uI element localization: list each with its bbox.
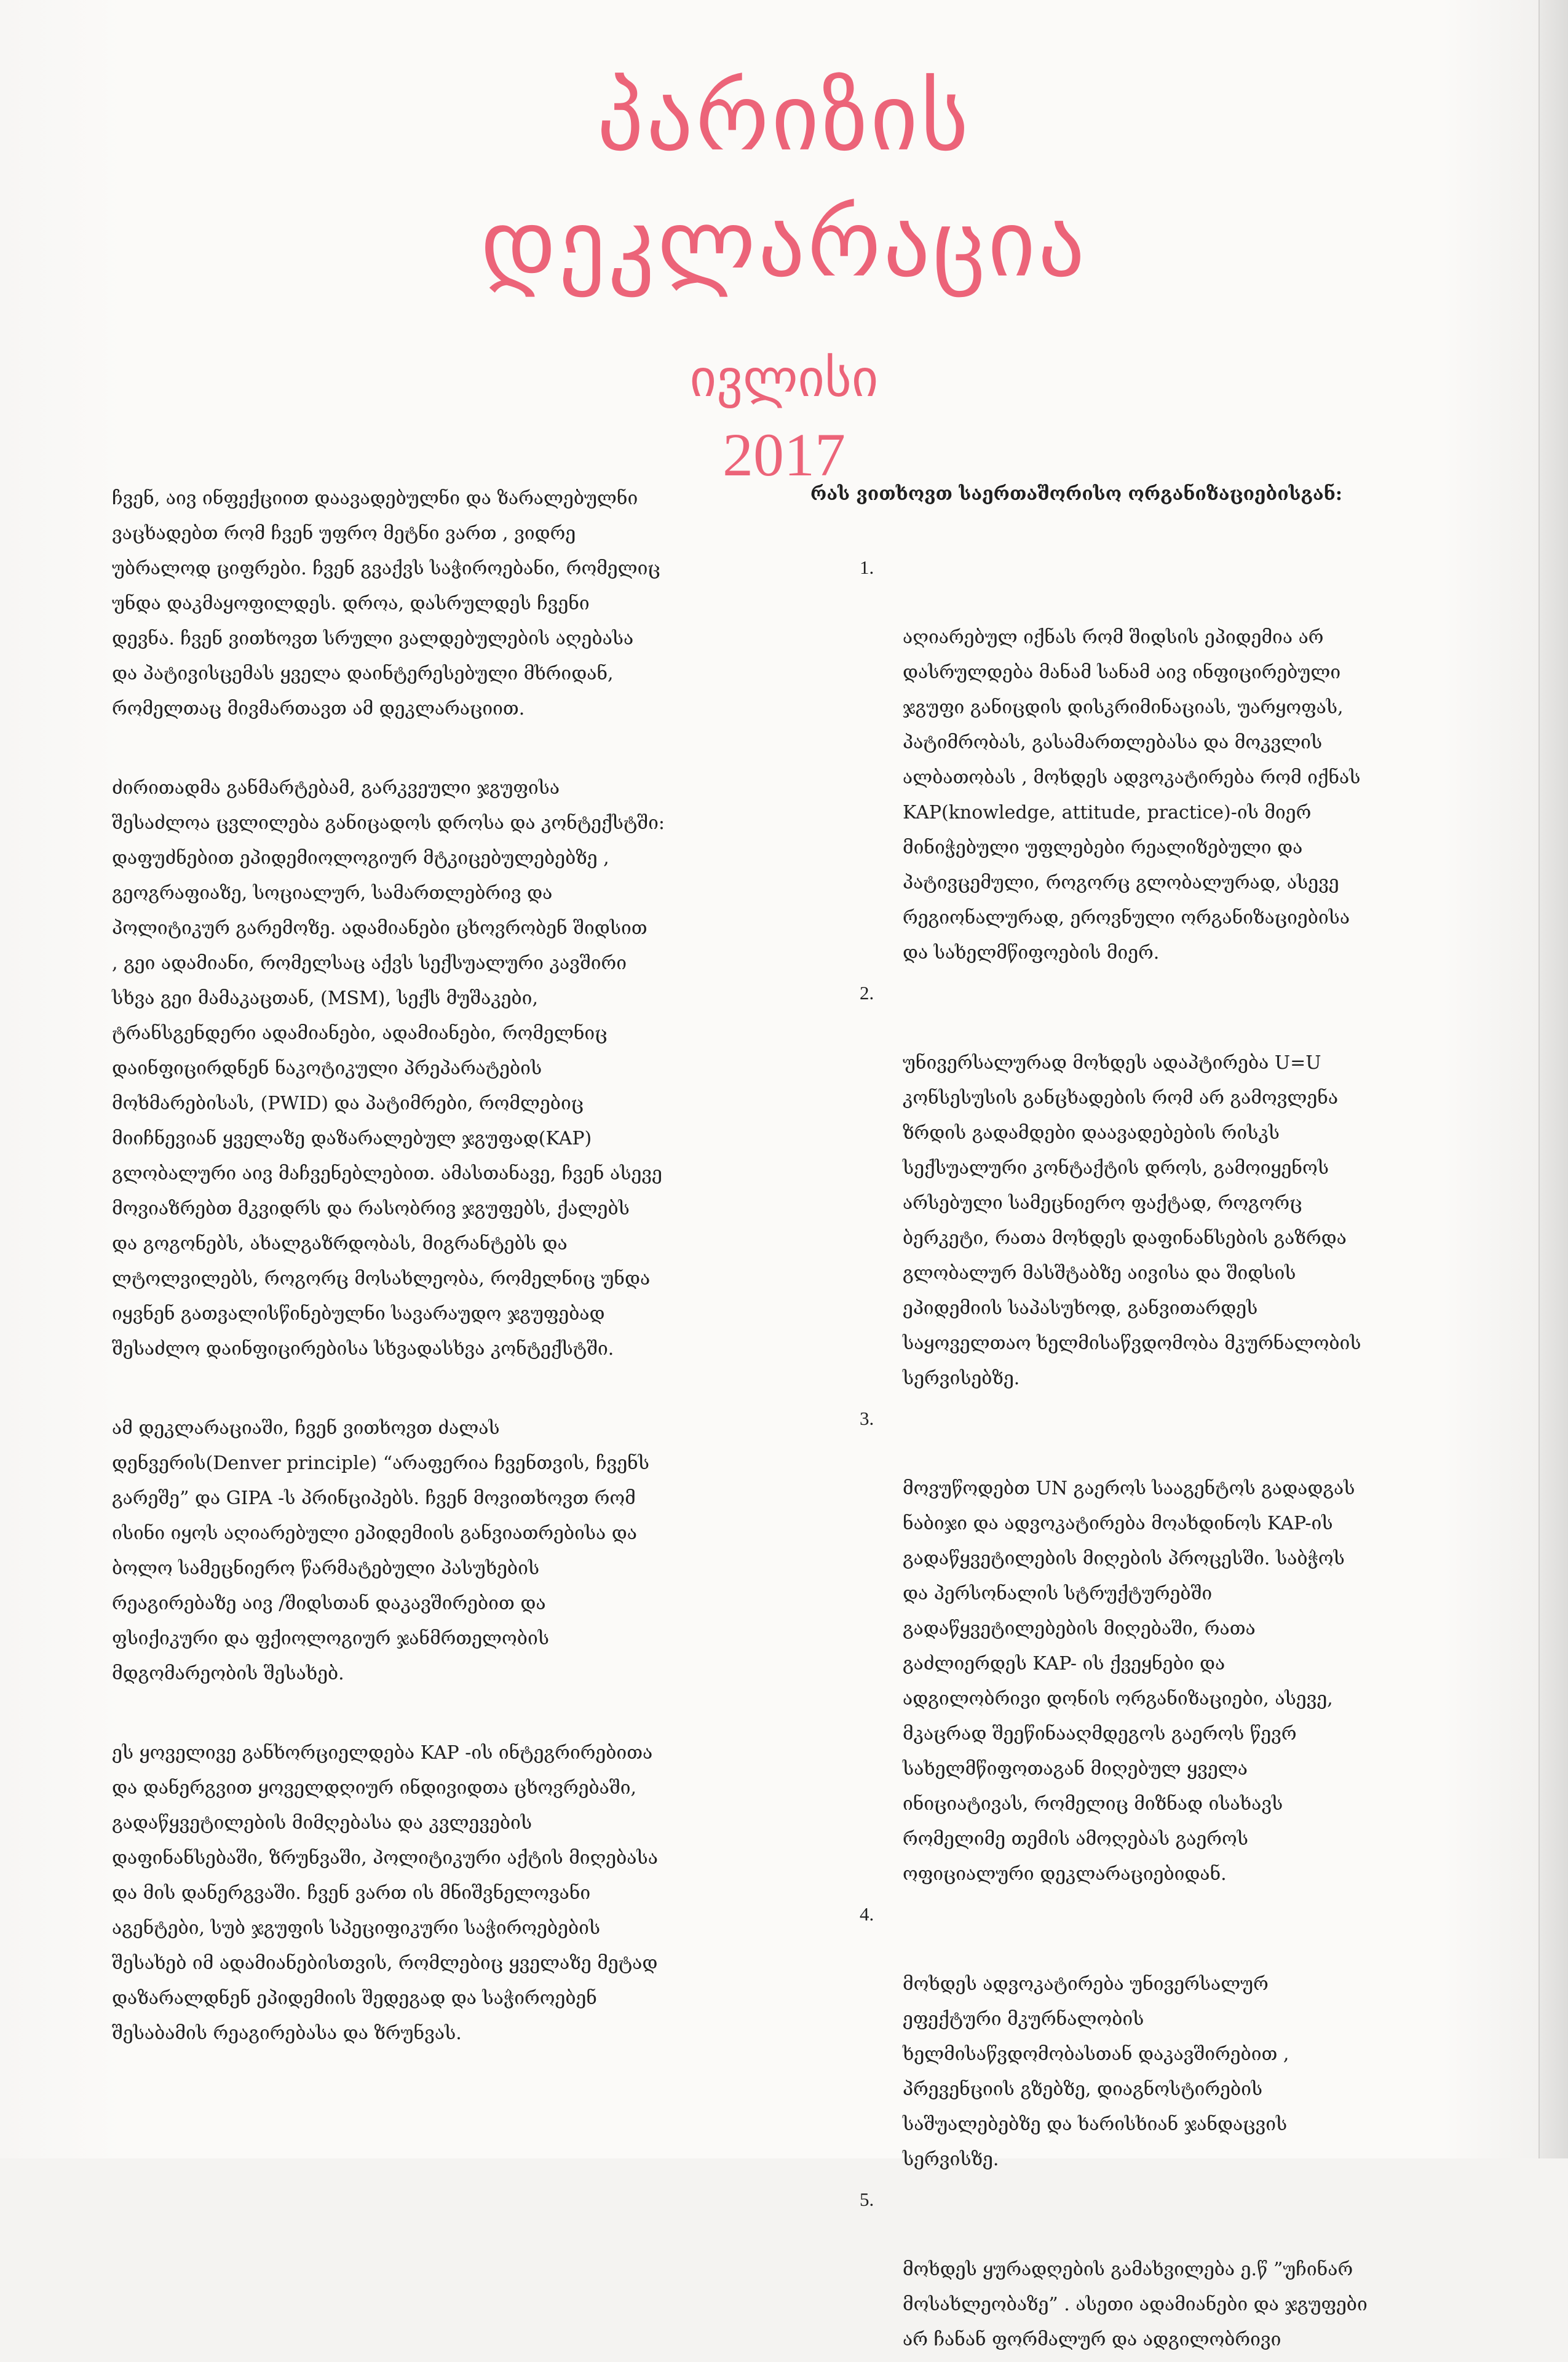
demand-text: უნივერსალურად მოხდეს ადაპტირება U=U კონსესუსის განცხადების რომ არ გამოვლენა ზრდის გადამდები დაავადებების რისკს სექსუალური კონტაქტის დროს, გამოიყენოს არსებული სამეცნიერო ფაქტად, როგორც ბერკეტი, რათა მოხდეს დაფინანსების გაზრდა გლობალურ მასშტაბზე აივისა და შიდსის ეპიდემიის საპასუხოდ, განვითარდეს საყოველთაო ხელმისაწვდომობა მკურნალობის სერვისებზე. (903, 1052, 1361, 1389)
title-line-2: დეკლარაცია (480, 191, 1088, 298)
demand-item-5 (810, 2182, 1425, 2357)
date-year: 2017 (723, 421, 845, 489)
demand-text: მოხდეს ყურადღების გამახვილება ე.წ ”უჩინარ მოსახლეობაზე” . ასეთი ადამიანები და ჯგუფები არ ჩანან ფორმალურ და ადგილობრივი (903, 2259, 1368, 2350)
demand-item-4 (810, 1896, 1425, 2177)
document-header (0, 55, 1568, 495)
demand-number: 1. (860, 557, 874, 578)
demand-item-2 (810, 975, 1425, 1396)
demand-number: 2. (860, 982, 874, 1004)
demands-list (810, 550, 1425, 2357)
demand-text: აღიარებულ იქნას რომ შიდსის ეპიდემია არ დასრულდება მანამ სანამ აივ ინფიცირებული ჯგუფი განიცდის დისკრიმინაციას, უარყოფას, პატიმრობას, გასამართლებასა და მოკვლის ალბათობას , მოხდეს ადვოკატირება რომ იქნას KAP(knowledge, attitude, practice)-ის მიერ მინიჭებული უფლებები რეალიზებული და პატივცემული, როგორც გლობალურად, ასევე რეგიონალურად, ეროვნული ორგანიზაციებისა და სახელმწიფოების მიერ. (903, 627, 1361, 964)
left-column (112, 481, 764, 2095)
demand-number: 3. (860, 1408, 874, 1429)
paragraph-2: ძირითადმა განმარტებამ, გარკვეული ჯგუფისა შესაძლოა ცვლილება განიცადოს დროსა და კონტექსტში: დაფუძნებით ეპიდემიოლოგიურ მტკიცებულებებზე , გეოგრაფიაზე, სოციალურ, სამართლებრივ და პოლიტიკურ გარემოზე. ადამიანები ცხოვრობენ შიდსით , გეი ადამიანი, რომელსაც აქვს სექსუალური კავშირი სხვა გეი მამაკაცთან, (MSM), სექს მუშაკები, ტრანსგენდერი ადამიანები, ადამიანები, რომელნიც დაინფიცირდნენ ნაკოტიკული პრეპარატების მოხმარებისას, (PWID) და პატიმრები, რომლებიც მიიჩნევიან ყველაზე დაზარალებულ ჯგუფად(KAP) გლობალური აივ მაჩვენებლებით. ამასთანავე, ჩვენ ასევე მოვიაზრებთ მკვიდრს და რასობრივ ჯგუფებს, ქალებს და გოგონებს, ახალგაზრდობას, მიგრანტებს და ლტოლვილებს, როგორც მოსახლეობა, რომელნიც უნდა იყვნენ გათვალისწინებულნი სავარაუდო ჯგუფებად შესაძლო დაინფიცირებისა სხვადასხვა კონტექსტში. (112, 777, 665, 1360)
demand-number: 5. (860, 2189, 874, 2210)
demand-number: 4. (860, 1903, 874, 1925)
demand-text: მოხდეს ადვოკატირება უნივერსალურ ეფექტური მკურნალობის ხელმისაწვდომობასთან დაკავშირებით , პრევენციის გზებზე, დიაგნოსტირების საშუალებებზე და ხარისხიან ჯანდაცვის სერვისზე. (903, 1973, 1289, 2170)
demand-item-1 (810, 550, 1425, 970)
demand-item-3 (810, 1401, 1425, 1892)
date-month: ივლისი (689, 348, 879, 408)
demands-heading: რას ვითხოვთ საერთაშორისო ორგანიზაციებისგან: (810, 483, 1342, 505)
right-column (810, 477, 1425, 2362)
paragraph-1: ჩვენ, აივ ინფექციით დაავადებულნი და ზარალებულნი ვაცხადებთ რომ ჩვენ უფრო მეტნი ვართ , ვიდრე უბრალოდ ციფრები. ჩვენ გვაქვს საჭიროებანი, რომელიც უნდა დაკმაყოფილდეს. დროა, დასრულდეს ჩვენი დევნა. ჩვენ ვითხოვთ სრული ვალდებულების აღებასა და პატივისცემას ყველა დაინტერესებული მხრიდან, რომელთაც მივმართავთ ამ დეკლარაციით. (112, 488, 660, 719)
paragraph-3: ამ დეკლარაციაში, ჩვენ ვითხოვთ ძალას დენვერის(Denver principle) “არაფერია ჩვენთვის, ჩვენს გარეშე” და GIPA -ს პრინციპებს. ჩვენ მოვითხოვთ რომ ისინი იყოს აღიარებული ეპიდემიის განვიათრებისა და ბოლო სამეცნიერო წარმატებული პასუხების რეაგირებაზე აივ /შიდსთან დაკავშირებით და ფსიქიკური და ფქიოლოგიურ ჯანმრთელობის მდგომარეობის შესახებ. (112, 1417, 649, 1684)
demand-text: მოვუწოდებთ UN გაეროს სააგენტოს გადადგას ნაბიჯი და ადვოკატირება მოახდინოს KAP-ის გადაწყვეტილების მიღების პროცესში. საბჭოს და პერსონალის სტრუქტურებში გადაწყვეტილებების მიღებაში, რათა გაძლიერდეს KAP- ის ქვეყნები და ადგილობრივი დონის ორგანიზაციები, ასევე, მკაცრად შეეწინააღმდეგოს გაეროს წევრ სახელმწიფოთაგან მიღებულ ყველა ინიციატივას, რომელიც მიზნად ისახავს რომელიმე თემის ამოღებას გაეროს ოფიციალური დეკლარაციებიდან. (903, 1478, 1355, 1885)
title-line-1: პარიზის (596, 65, 972, 172)
paragraph-4: ეს ყოველივე განხორციელდება KAP -ის ინტეგრირებითა და დანერგვით ყოველდღიურ ინდივიდთა ცხოვრებაში, გადაწყვეტილების მიმღებასა და კვლევების დაფინანსებაში, ზრუნვაში, პოლიტიკური აქტის მიღებასა და მის დანერგვაში. ჩვენ ვართ ის მნიშვნელოვანი აგენტები, სუბ ჯგუფის სპეციფიკური საჭიროებების შესახებ იმ ადამიანებისთვის, რომლებიც ყველაზე მეტად დაზარალდნენ ეპიდემიის შედეგად და საჭიროებენ შესაბამის რეაგირებასა და ზრუნვას. (112, 1742, 658, 2044)
